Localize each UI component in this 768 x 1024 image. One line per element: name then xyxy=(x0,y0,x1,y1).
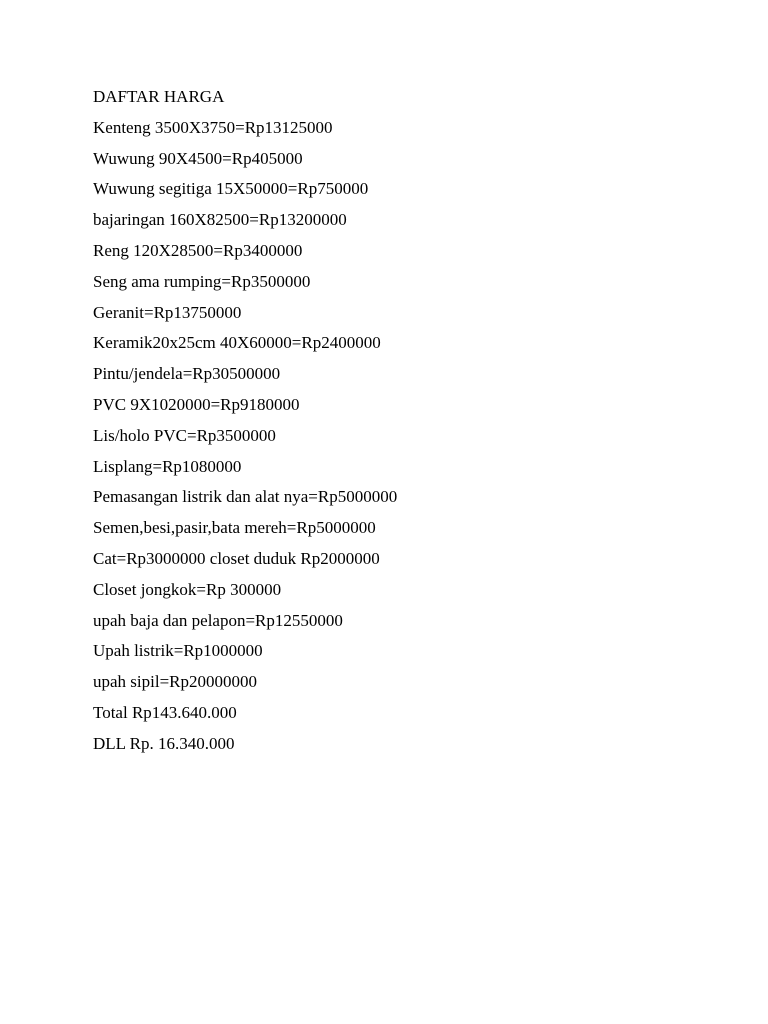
price-line: Cat=Rp3000000 closet duduk Rp2000000 xyxy=(93,548,380,568)
price-line: Pemasangan listrik dan alat nya=Rp5000000 xyxy=(93,487,398,507)
price-line: upah baja dan pelapon=Rp12550000 xyxy=(93,610,343,630)
price-line: PVC 9X1020000=Rp9180000 xyxy=(93,394,300,414)
price-line: Keramik20x25cm 40X60000=Rp2400000 xyxy=(93,333,381,353)
price-line: bajaringan 160X82500=Rp13200000 xyxy=(93,210,347,230)
price-line: Upah listrik=Rp1000000 xyxy=(93,641,263,661)
document-body xyxy=(93,86,693,764)
document-title: DAFTAR HARGA xyxy=(93,87,225,106)
total-line: Total Rp143.640.000 xyxy=(93,702,237,722)
price-line: Pintu/jendela=Rp30500000 xyxy=(93,364,281,384)
price-line: Closet jongkok=Rp 300000 xyxy=(93,579,282,599)
price-line: upah sipil=Rp20000000 xyxy=(93,672,258,692)
misc-line: DLL Rp. 16.340.000 xyxy=(93,733,235,753)
price-line: Geranit=Rp13750000 xyxy=(93,302,242,322)
price-line: Wuwung segitiga 15X50000=Rp750000 xyxy=(93,179,369,199)
price-line: Lis/holo PVC=Rp3500000 xyxy=(93,425,276,445)
price-line: Kenteng 3500X3750=Rp13125000 xyxy=(93,117,333,137)
price-line: Wuwung 90X4500=Rp405000 xyxy=(93,148,303,168)
price-line: Lisplang=Rp1080000 xyxy=(93,456,242,476)
price-line: Seng ama rumping=Rp3500000 xyxy=(93,271,311,291)
price-line: Reng 120X28500=Rp3400000 xyxy=(93,240,303,260)
price-line: Semen,besi,pasir,bata mereh=Rp5000000 xyxy=(93,518,376,538)
